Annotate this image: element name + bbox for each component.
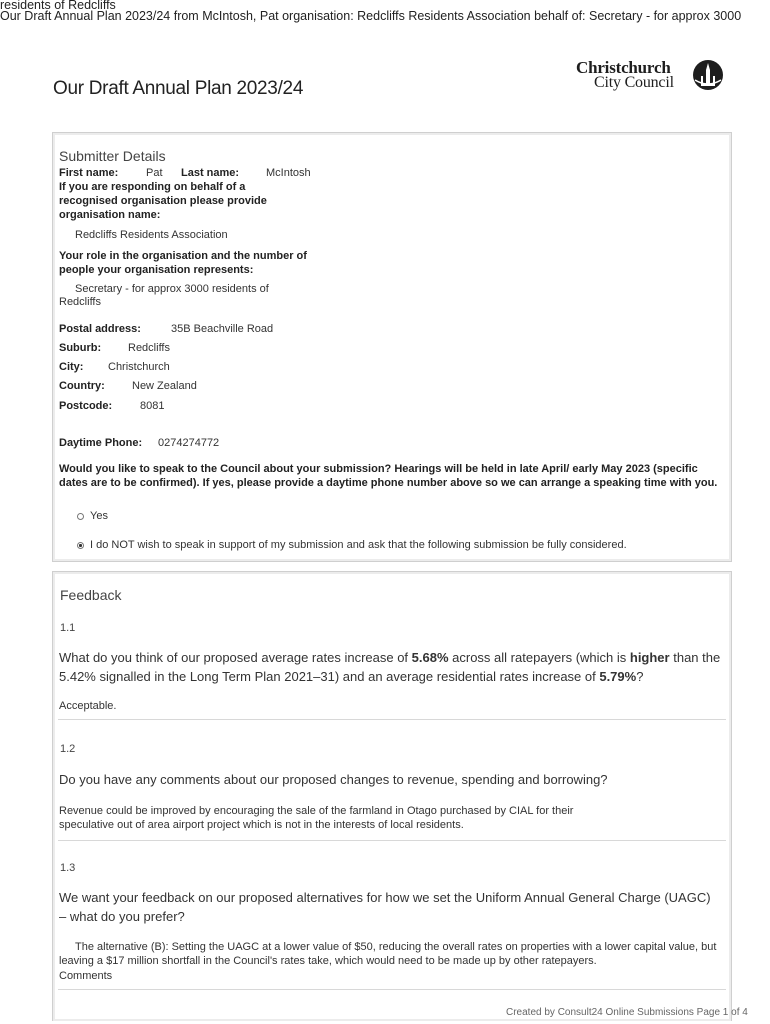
q1-part-f: 5.79% (599, 669, 637, 684)
postcode-label: Postcode: (59, 400, 113, 412)
option-yes-label: Yes (90, 510, 108, 522)
q1-part-e: than the 5.42% signalled in the Long Term Plan 2021–31) and an average residential rates increase of (59, 650, 721, 684)
logo-line1: Christchurch (576, 58, 671, 77)
q1-number: 1.1 (60, 622, 76, 634)
q1-part-a: What do you think of our proposed average rates increase of (59, 650, 412, 665)
country-value: New Zealand (132, 380, 197, 392)
postal-address-label: Postal address: (59, 323, 141, 335)
suburb-value: Redcliffs (128, 342, 170, 354)
last-name-value: McIntosh (266, 167, 311, 179)
org-name-value: Redcliffs Residents Association (75, 229, 228, 241)
cathedral-emblem-icon (690, 58, 726, 92)
divider (58, 719, 726, 720)
divider (58, 840, 726, 841)
radio-yes[interactable] (77, 513, 84, 520)
q2-text: Do you have any comments about our proposed changes to revenue, spending and borrowing? (59, 772, 608, 787)
divider (58, 989, 726, 990)
page-footer: Created by Consult24 Online Submissions Page 1 of 4 (506, 1007, 748, 1018)
role-value-line2: Redcliffs (59, 296, 101, 308)
q1-part-b: 5.68% (411, 650, 449, 665)
q2-answer-line2: speculative out of area airport project which is not in the interests of local residents. (59, 819, 464, 831)
q1-part-g: ? (636, 669, 644, 684)
daytime-phone-value: 0274274772 (158, 437, 220, 449)
q1-part-d: higher (629, 650, 670, 665)
country-label: Country: (59, 380, 105, 392)
logo-line2: City Council (594, 74, 674, 91)
q1-answer: Acceptable. (59, 700, 117, 712)
q2-number: 1.2 (60, 743, 76, 755)
running-header-line2: Our Draft Annual Plan 2023/24 from McIntosh, Pat organisation: Redcliffs Residents Association behalf of: Secretary - for approx 3000 (0, 9, 742, 23)
org-question: If you are responding on behalf of a recognised organisation please provide organisation name: (59, 181, 267, 221)
role-question: Your role in the organisation and the number of people your organisation represents: (59, 250, 307, 276)
running-header-line1: residents of Redcliffs (0, 0, 116, 12)
first-name-label: First name: (59, 167, 119, 179)
q3-number: 1.3 (60, 862, 76, 874)
q3-text: We want your feedback on our proposed alternatives for how we set the Uniform Annual General Charge (UAGC) – what do you prefer? (59, 890, 711, 924)
city-label: City: (59, 361, 84, 373)
q3-comments-label: Comments (59, 970, 113, 982)
first-name-value: Pat (146, 167, 163, 179)
q2-answer-line1: Revenue could be improved by encouraging the sale of the farmland in Otago purchased by CIAL for their (59, 805, 574, 817)
speak-question: Would you like to speak to the Council about your submission? Hearings will be held in late April/ early May 2023 (specific dates are to be confirmed). If yes, please provide a daytime phone number above so we can arrange a speaking time with you. (59, 463, 718, 489)
q3-answer: The alternative (B): Setting the UAGC at a lower value of $50, reducing the overall rates on properties with a lower capital value, but leaving a $17 million shortfall in the Council's rates take, which would need to be made up by other ratepayers. (59, 941, 717, 967)
option-yes[interactable] (77, 510, 108, 522)
council-logo (574, 58, 730, 98)
postal-address-value: 35B Beachville Road (171, 323, 274, 335)
running-header (0, 0, 741, 22)
role-value-line1: Secretary - for approx 3000 residents of (75, 283, 269, 295)
option-no-speak[interactable] (77, 539, 627, 551)
radio-no-speak[interactable] (77, 542, 84, 549)
feedback-heading: Feedback (60, 587, 122, 603)
daytime-phone-label: Daytime Phone: (59, 437, 143, 449)
city-value: Christchurch (108, 361, 170, 373)
last-name-label: Last name: (181, 167, 240, 179)
postcode-value: 8081 (140, 400, 165, 412)
suburb-label: Suburb: (59, 342, 102, 354)
q1-part-c: across all ratepayers (which is (448, 650, 630, 665)
option-no-speak-label: I do NOT wish to speak in support of my submission and ask that the following submission be fully considered. (90, 539, 627, 551)
page-title: Our Draft Annual Plan 2023/24 (53, 78, 304, 99)
submitter-heading: Submitter Details (59, 148, 166, 164)
q1-text (59, 648, 729, 686)
